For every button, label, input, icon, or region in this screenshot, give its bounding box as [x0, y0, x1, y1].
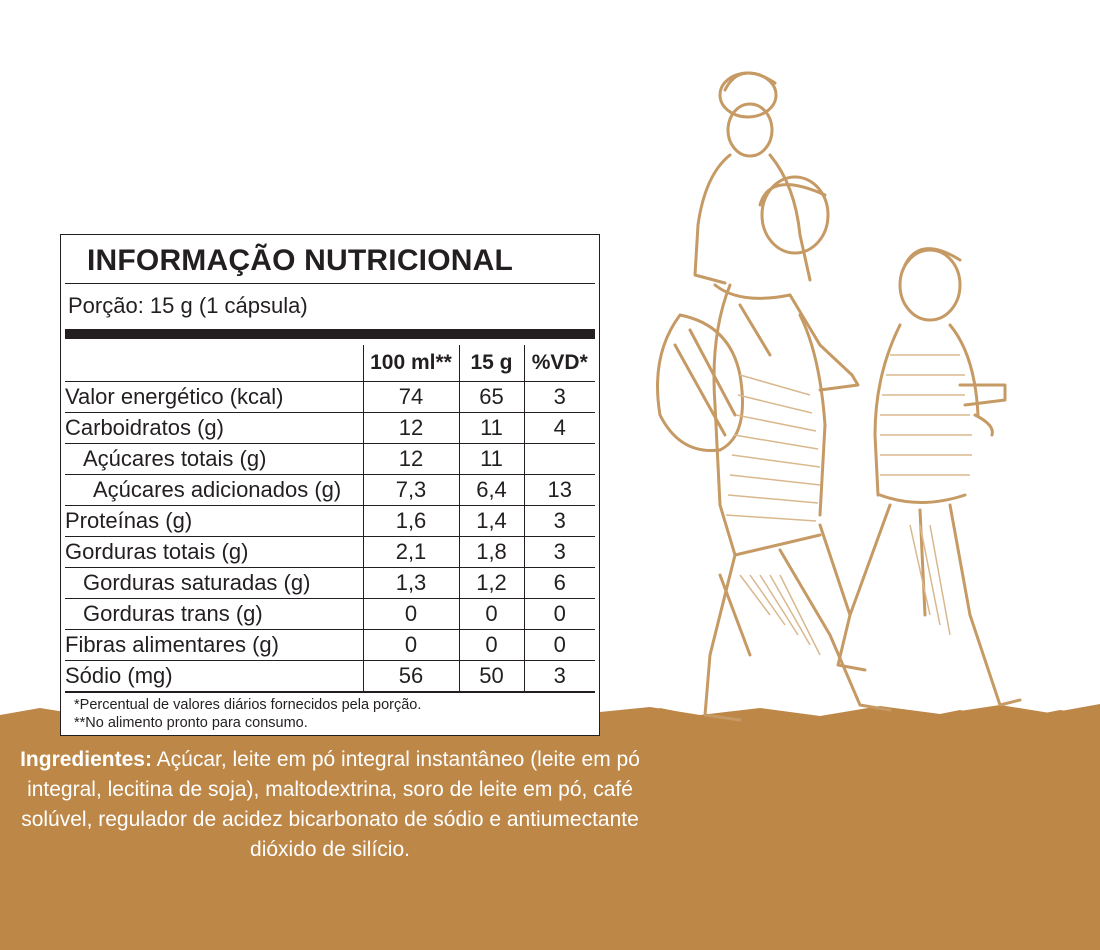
nutrient-name: Açúcares totais (g) [65, 444, 363, 475]
table-row [65, 475, 595, 506]
value-vd: 0 [524, 630, 595, 661]
value-100ml: 0 [363, 630, 459, 661]
table-header-row [65, 345, 595, 382]
table-row [65, 413, 595, 444]
title-divider [65, 283, 595, 284]
value-vd: 3 [524, 382, 595, 413]
value-15g: 0 [459, 630, 524, 661]
ingredients-block [20, 745, 640, 865]
value-15g: 1,2 [459, 568, 524, 599]
value-vd: 3 [524, 506, 595, 537]
value-100ml: 2,1 [363, 537, 459, 568]
value-100ml: 74 [363, 382, 459, 413]
table-row [65, 568, 595, 599]
nutrient-name: Açúcares adicionados (g) [65, 475, 363, 506]
nutrient-name: Sódio (mg) [65, 661, 363, 693]
nutrition-table [65, 345, 595, 693]
ingredients-text: Açúcar, leite em pó integral instantâneo (leite em pó integral, lecitina de soja), maltodextrina, soro de leite em pó, café solúvel, regulador de acidez bicarbonato de sódio e antiumectante dióxido de silício. [21, 748, 640, 861]
portion-divider [65, 329, 595, 339]
value-15g: 6,4 [459, 475, 524, 506]
value-vd: 13 [524, 475, 595, 506]
footnote-ready: **No alimento pronto para consumo. [74, 715, 308, 731]
value-vd: 3 [524, 537, 595, 568]
table-row [65, 630, 595, 661]
value-vd: 3 [524, 661, 595, 693]
value-100ml: 1,6 [363, 506, 459, 537]
nutrition-title: INFORMAÇÃO NUTRICIONAL [86, 244, 514, 277]
table-row [65, 599, 595, 630]
nutrient-name: Gorduras totais (g) [65, 537, 363, 568]
value-100ml: 7,3 [363, 475, 459, 506]
nutrient-name: Carboidratos (g) [65, 413, 363, 444]
value-15g: 65 [459, 382, 524, 413]
header-100ml: 100 ml** [363, 345, 459, 382]
value-15g: 50 [459, 661, 524, 693]
ingredients-label: Ingredientes: [20, 748, 152, 771]
portion-size: Porção: 15 g (1 cápsula) [68, 293, 308, 318]
nutrient-name: Fibras alimentares (g) [65, 630, 363, 661]
header-vd: %VD* [524, 345, 595, 382]
table-row [65, 506, 595, 537]
header-nutrient [65, 345, 363, 382]
value-100ml: 0 [363, 599, 459, 630]
header-15g: 15 g [459, 345, 524, 382]
table-row [65, 661, 595, 693]
value-vd [524, 444, 595, 475]
value-100ml: 12 [363, 444, 459, 475]
nutrient-name: Valor energético (kcal) [65, 382, 363, 413]
nutrient-name: Gorduras trans (g) [65, 599, 363, 630]
table-row [65, 382, 595, 413]
value-15g: 1,8 [459, 537, 524, 568]
value-15g: 0 [459, 599, 524, 630]
value-vd: 4 [524, 413, 595, 444]
table-row [65, 444, 595, 475]
value-15g: 1,4 [459, 506, 524, 537]
value-15g: 11 [459, 444, 524, 475]
nutrient-name: Gorduras saturadas (g) [65, 568, 363, 599]
value-vd: 0 [524, 599, 595, 630]
value-15g: 11 [459, 413, 524, 444]
value-100ml: 1,3 [363, 568, 459, 599]
nutrient-name: Proteínas (g) [65, 506, 363, 537]
value-vd: 6 [524, 568, 595, 599]
table-row [65, 537, 595, 568]
footnote-vd: *Percentual de valores diários fornecidos pela porção. [74, 697, 422, 713]
family-walking-sketch-icon [620, 55, 1080, 745]
value-100ml: 56 [363, 661, 459, 693]
value-100ml: 12 [363, 413, 459, 444]
